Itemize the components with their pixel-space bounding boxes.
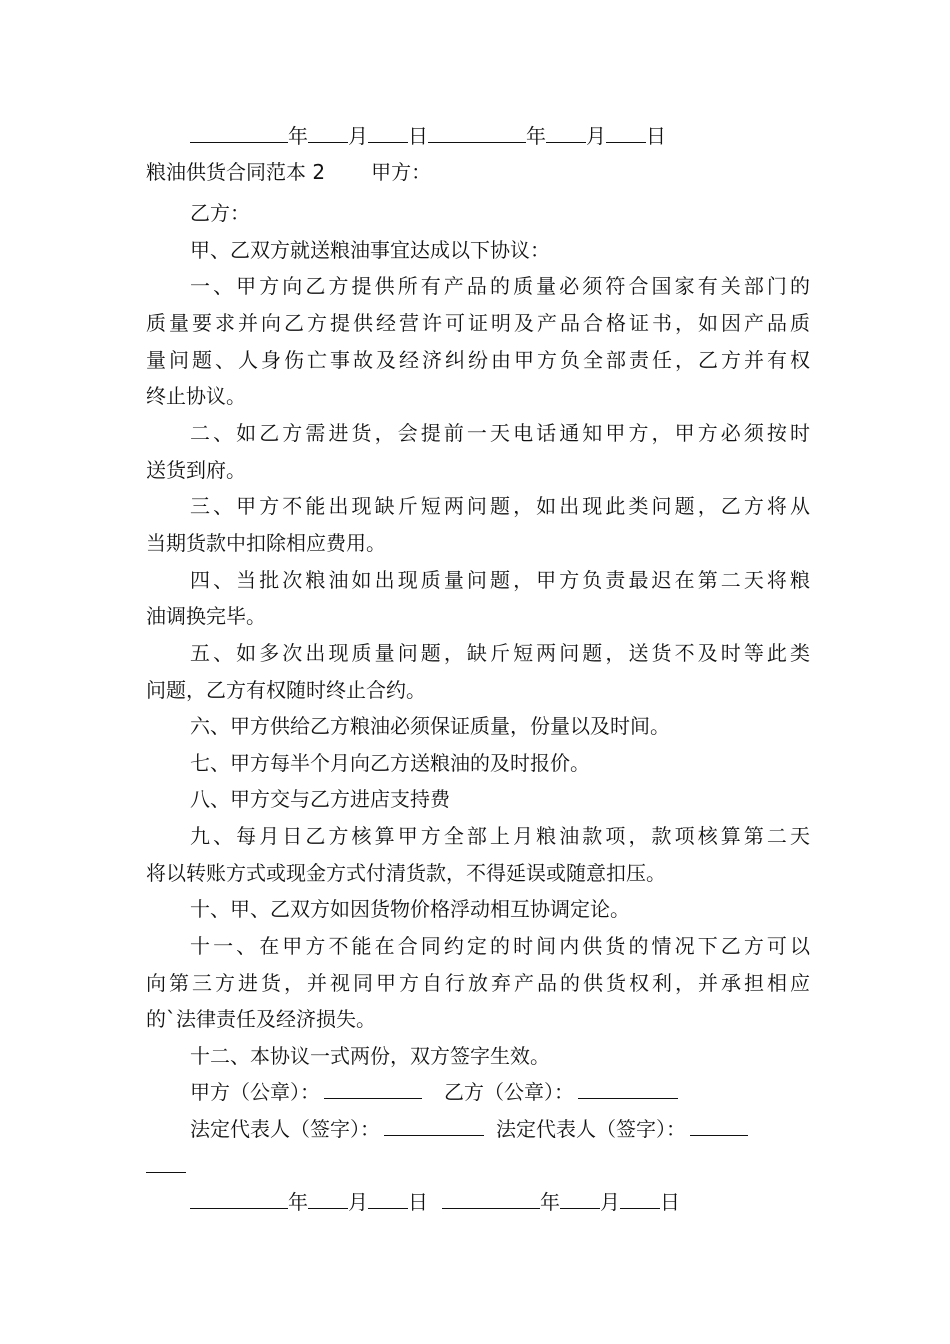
party-a-heading: 甲方： [371,160,432,184]
month-label: 月 [586,124,606,148]
signature-blank [324,1080,422,1099]
clause-1-line: 一、甲方向乙方提供所有产品的质量必须符合国家有关部门的 [190,274,810,298]
party-b-heading: 乙方： [190,201,250,225]
month-label: 月 [348,1190,368,1214]
clause-1-line: 终止协议。 [146,384,246,408]
day-label: 日 [660,1190,680,1214]
date-blank [190,1190,288,1209]
signature-blank [690,1117,748,1136]
date-blank [620,1190,660,1209]
document-title: 粮油供货合同范本 2 [146,160,326,184]
signature-blank [578,1080,678,1099]
party-b-seal-label: 乙方（公章）： [444,1080,574,1104]
top-date-line [190,124,790,148]
rep-b-label: 法定代表人（签字）： [496,1117,686,1141]
date-blank [368,1190,408,1209]
date-blank [560,1190,600,1209]
year-label: 年 [540,1190,560,1214]
day-label: 日 [646,124,666,148]
clause-11-line: 向第三方进货，并视同甲方自行放弃产品的供货权利，并承担相应 [146,971,810,995]
bottom-date-line [190,1190,790,1214]
clause-3-line: 三、甲方不能出现缺斤短两问题，如出现此类问题，乙方将从 [190,494,810,518]
representative-line [190,1117,810,1141]
year-label: 年 [288,1190,308,1214]
clause-8-line: 八、甲方交与乙方进店支持费 [190,787,450,811]
month-label: 月 [348,124,368,148]
date-blank [428,124,526,143]
signature-blank [384,1117,484,1136]
clause-9-line: 将以转账方式或现金方式付清货款，不得延误或随意扣压。 [146,861,666,885]
signature-blank [146,1154,186,1173]
month-label: 月 [600,1190,620,1214]
intro-text: 甲、乙双方就送粮油事宜达成以下协议： [190,238,550,262]
clause-5-line: 五、如多次出现质量问题，缺斤短两问题，送货不及时等此类 [190,641,810,665]
date-blank [546,124,586,143]
clause-1-line: 量问题、人身伤亡事故及经济纠纷由甲方负全部责任，乙方并有权 [146,348,810,372]
clause-5-line: 问题，乙方有权随时终止合约。 [146,678,426,702]
clause-9-line: 九、每月日乙方核算甲方全部上月粮油款项，款项核算第二天 [190,824,810,848]
clause-2-line: 送货到府。 [146,458,246,482]
clause-3-line: 当期货款中扣除相应费用。 [146,531,386,555]
date-blank [606,124,646,143]
date-blank [308,1190,348,1209]
date-blank [308,124,348,143]
title-line [146,160,810,184]
clause-11-line: 十一、在甲方不能在合同约定的时间内供货的情况下乙方可以 [190,934,810,958]
date-blank [190,124,288,143]
clause-2-line: 二、如乙方需进货，会提前一天电话通知甲方，甲方必须按时 [190,421,810,445]
day-label: 日 [408,1190,428,1214]
day-label: 日 [408,124,428,148]
clause-10-line: 十、甲、乙双方如因货物价格浮动相互协调定论。 [190,897,630,921]
clause-1-line: 质量要求并向乙方提供经营许可证明及产品合格证书，如因产品质 [146,311,810,335]
clause-4-line: 油调换完毕。 [146,604,266,628]
seal-line [190,1080,810,1104]
representative-continuation [146,1154,810,1178]
clause-12-line: 十二、本协议一式两份，双方签字生效。 [190,1044,550,1068]
year-label: 年 [288,124,308,148]
clause-4-line: 四、当批次粮油如出现质量问题，甲方负责最迟在第二天将粮 [190,568,810,592]
clause-6-line: 六、甲方供给乙方粮油必须保证质量，份量以及时间。 [190,714,670,738]
party-a-seal-label: 甲方（公章）： [190,1080,320,1104]
date-blank [368,124,408,143]
year-label: 年 [526,124,546,148]
date-blank [442,1190,540,1209]
clause-7-line: 七、甲方每半个月向乙方送粮油的及时报价。 [190,751,590,775]
rep-a-label: 法定代表人（签字）： [190,1117,380,1141]
clause-11-line: 的`法律责任及经济损失。 [146,1007,376,1031]
